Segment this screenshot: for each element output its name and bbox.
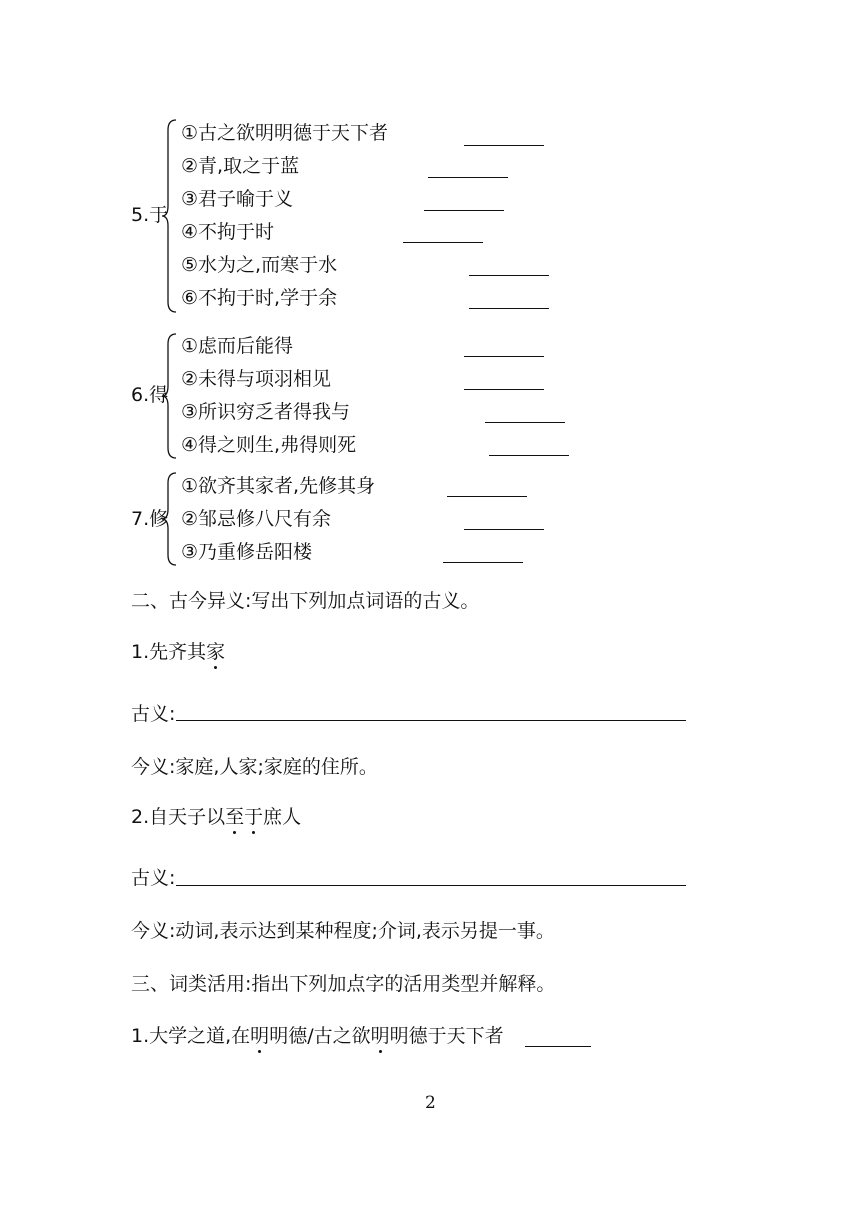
group-7-answer-blank-1[interactable] — [447, 496, 527, 497]
q2-ancient-label: 古义: — [131, 867, 176, 889]
section-3-question-1 — [131, 1024, 504, 1048]
group-7-label: 7.修 — [131, 508, 169, 530]
group-5-label: 5.于 — [131, 204, 169, 226]
s3q1-dotted-word-2: 明 — [370, 1025, 390, 1047]
q2-suffix: 庶人 — [263, 806, 302, 828]
q2-dotted-word-1: 至 — [225, 806, 245, 828]
q1-prefix: 1.先齐其 — [131, 641, 207, 663]
group-5-answer-blank-2[interactable] — [428, 177, 508, 178]
q2-dotted-word-2: 于 — [244, 806, 264, 828]
group-5-item-6: ⑥不拘于时,学于余 — [181, 287, 338, 309]
q1-modern-meaning: 今义:家庭,人家;家庭的住所。 — [131, 756, 378, 778]
group-6-item-4: ④得之则生,弗得则死 — [181, 434, 357, 456]
page-number: 2 — [425, 1093, 436, 1113]
group-6-answer-blank-1[interactable] — [464, 356, 544, 357]
section-2-question-2 — [131, 805, 301, 829]
q2-prefix: 2.自天子以 — [131, 806, 226, 828]
q2-ancient-answer-line[interactable] — [176, 885, 686, 886]
group-7-answer-blank-2[interactable] — [464, 529, 544, 530]
group-7-item-2: ②邹忌修八尺有余 — [181, 508, 332, 530]
group-7-answer-blank-3[interactable] — [443, 562, 523, 563]
group-6-item-3: ③所识穷乏者得我与 — [181, 401, 351, 423]
group-5-answer-blank-6[interactable] — [469, 308, 549, 309]
section-2-heading: 二、古今异义:写出下列加点词语的古义。 — [131, 590, 480, 612]
s3q1-dotted-word-1: 明 — [250, 1025, 270, 1047]
group-5-answer-blank-1[interactable] — [464, 145, 544, 146]
group-7-item-1: ①欲齐其家者,先修其身 — [181, 475, 376, 497]
group-5-answer-blank-5[interactable] — [469, 275, 549, 276]
s3q1-part-3: 明德于天下者 — [389, 1025, 504, 1047]
group-6-answer-blank-4[interactable] — [489, 455, 569, 456]
s3q1-part-1: 1.大学之道,在 — [131, 1025, 251, 1047]
group-6-answer-blank-2[interactable] — [464, 389, 544, 390]
group-6-item-2: ②未得与项羽相见 — [181, 368, 332, 390]
group-5-item-4: ④不拘于时 — [181, 221, 275, 243]
group-5-item-2: ②青,取之于蓝 — [181, 155, 300, 177]
q1-ancient-answer-line[interactable] — [176, 720, 686, 721]
group-5-answer-blank-4[interactable] — [403, 242, 483, 243]
group-6-label: 6.得 — [131, 384, 169, 406]
q1-ancient-label: 古义: — [131, 703, 176, 725]
group-7-item-3: ③乃重修岳阳楼 — [181, 541, 313, 563]
s3q1-answer-blank[interactable] — [525, 1046, 591, 1047]
s3q1-part-2: 明德/古之欲 — [269, 1025, 371, 1047]
q1-dotted-word: 家 — [206, 641, 226, 663]
section-2-question-1 — [131, 640, 225, 664]
group-6-item-1: ①虑而后能得 — [181, 335, 294, 357]
group-6-answer-blank-3[interactable] — [485, 422, 565, 423]
section-3-heading: 三、词类活用:指出下列加点字的活用类型并解释。 — [131, 973, 556, 995]
group-5-item-5: ⑤水为之,而寒于水 — [181, 254, 338, 276]
q2-modern-meaning: 今义:动词,表示达到某种程度;介词,表示另提一事。 — [131, 920, 555, 942]
group-5-item-1: ①古之欲明明德于天下者 — [181, 122, 389, 144]
group-5-item-3: ③君子喻于义 — [181, 188, 294, 210]
group-5-answer-blank-3[interactable] — [424, 210, 504, 211]
